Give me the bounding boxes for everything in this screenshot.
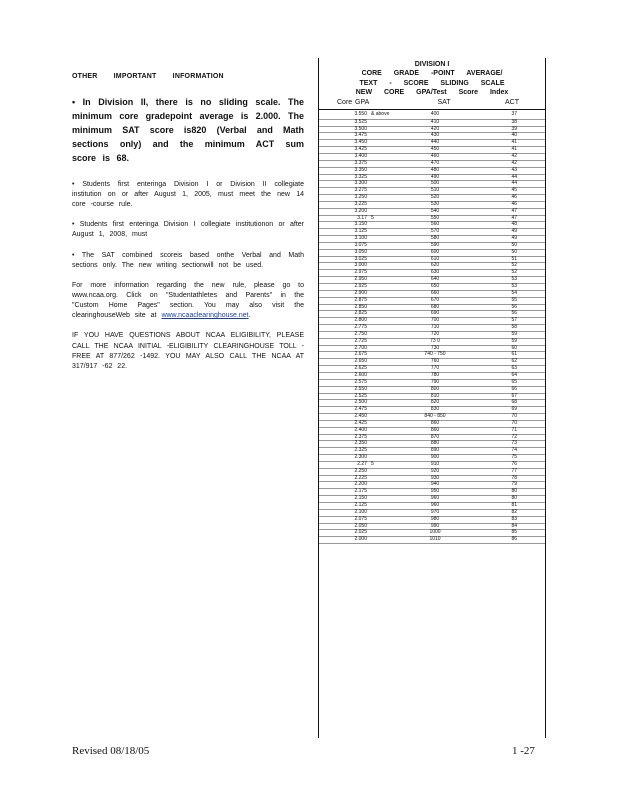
act-cell: 39 bbox=[511, 125, 517, 132]
gpa-modifier-cell bbox=[367, 366, 409, 372]
division-two-summary: • In Division II, there is no sliding scale. The minimum core gradepoint average is 2.000. The minimum SAT score is820 (Verbal and Math sections only) and the minimum ACT sum score is 68. bbox=[72, 97, 304, 163]
sat-cell: 740 - 750 bbox=[424, 351, 446, 358]
contact-paragraph: IF YOU HAVE QUESTIONS ABOUT NCAA ELIGIBILITY, PLEASE CALL THE NCAA INITIAL -ELIGIBILITY CLEARINGHOUSE TOLL -FREE AT 877/262 -1492. YOU MAY ALSO CALL THE NCAA AT 317/917 -62 22. bbox=[72, 332, 304, 370]
sat-cell: 510 bbox=[430, 187, 440, 194]
gpa-cell: 2.725 bbox=[354, 337, 367, 344]
sat-cell: 630 bbox=[430, 269, 440, 276]
act-cell: 65 bbox=[511, 378, 517, 385]
sat-cell: 870 bbox=[430, 433, 440, 440]
gpa-modifier-cell: 5 bbox=[371, 214, 374, 221]
gpa-modifier-cell bbox=[367, 168, 409, 174]
sat-cell: 810 bbox=[430, 392, 440, 399]
more-info-end: . bbox=[248, 312, 251, 320]
sliding-scale-table bbox=[318, 58, 546, 738]
sat-cell: 73 0 bbox=[430, 337, 440, 344]
sat-cell: 640 bbox=[430, 276, 440, 283]
sat-cell: 780 bbox=[430, 371, 440, 378]
gpa-modifier-cell bbox=[367, 435, 409, 441]
clearinghouse-link[interactable]: www.ncaaclearinghouse.net bbox=[161, 312, 249, 320]
gpa-cell: 2.550 bbox=[354, 385, 367, 392]
act-cell: 45 bbox=[511, 187, 517, 194]
table-title-line2: CORE GRADE -POINT AVERAGE/ bbox=[361, 70, 503, 78]
gpa-cell: 2.925 bbox=[354, 283, 367, 289]
act-cell: 49 bbox=[511, 235, 517, 242]
gpa-modifier-cell bbox=[367, 305, 409, 311]
act-cell: 56 bbox=[511, 303, 517, 310]
act-cell: 42 bbox=[511, 159, 517, 166]
gpa-cell: 3.17 bbox=[357, 214, 367, 221]
gpa-cell: 3.200 bbox=[354, 207, 367, 214]
sat-cell: 430 bbox=[430, 132, 440, 139]
act-cell: 61 bbox=[511, 351, 517, 358]
gpa-cell: 2.850 bbox=[354, 303, 367, 310]
gpa-modifier-cell bbox=[367, 469, 409, 475]
gpa-modifier-cell bbox=[367, 414, 409, 420]
gpa-cell: 2.425 bbox=[354, 419, 367, 426]
act-cell: 80 bbox=[511, 488, 517, 495]
sat-cell: 710 bbox=[430, 324, 440, 331]
gpa-modifier-cell bbox=[367, 243, 409, 249]
sat-cell: 770 bbox=[430, 365, 440, 372]
sat-cell: 460 bbox=[430, 152, 440, 159]
gpa-cell: 3.375 bbox=[354, 159, 367, 166]
gpa-cell: 3.350 bbox=[354, 166, 367, 173]
sat-cell: 400 bbox=[430, 110, 440, 117]
gpa-modifier-cell bbox=[367, 428, 409, 434]
sat-cell: 720 bbox=[430, 330, 440, 337]
col-core: Core bbox=[337, 98, 353, 106]
sat-cell: 560 bbox=[430, 221, 440, 228]
act-cell: 75 bbox=[511, 454, 517, 461]
info-column bbox=[72, 72, 304, 372]
sat-cell: 730 bbox=[430, 344, 440, 351]
act-cell: 77 bbox=[511, 467, 517, 474]
sat-cell: 800 bbox=[430, 385, 440, 392]
act-cell: 46 bbox=[511, 200, 517, 207]
act-cell: 43 bbox=[511, 166, 517, 173]
gpa-modifier-cell bbox=[367, 517, 409, 523]
gpa-modifier-cell bbox=[367, 284, 409, 290]
act-cell: 64 bbox=[511, 371, 517, 378]
act-cell: 52 bbox=[511, 269, 517, 276]
gpa-cell: 2.775 bbox=[354, 324, 367, 331]
core-course-rule-2005: • Students first enteringa Division I or Division II collegiate institution on or after August 1, 2005, must meet the new 14 core -course rule. bbox=[72, 180, 304, 209]
gpa-cell: 2.600 bbox=[354, 371, 367, 378]
sat-cell: 920 bbox=[430, 467, 440, 474]
sat-cell: 1010 bbox=[429, 536, 441, 543]
gpa-modifier-cell bbox=[367, 311, 409, 317]
gpa-cell: 3.300 bbox=[354, 180, 367, 187]
act-cell: 70 bbox=[511, 413, 517, 420]
sat-cell: 860 bbox=[430, 419, 440, 426]
sat-cell: 480 bbox=[430, 166, 440, 173]
sat-cell: 420 bbox=[430, 125, 440, 132]
gpa-modifier-cell bbox=[367, 257, 409, 263]
sat-cell: 610 bbox=[430, 255, 440, 262]
gpa-modifier-cell bbox=[367, 346, 409, 352]
table-title-line4: NEW CORE GPA/Test Score Index bbox=[355, 89, 509, 97]
gpa-cell: 2.200 bbox=[354, 481, 367, 488]
act-cell: 44 bbox=[511, 173, 517, 180]
col-gpa: GPA bbox=[355, 98, 370, 106]
sat-cell: 680 bbox=[430, 303, 440, 310]
sat-cell: 650 bbox=[430, 283, 440, 289]
gpa-modifier-cell bbox=[367, 373, 409, 379]
act-cell: 50 bbox=[511, 241, 517, 248]
act-cell: 42 bbox=[511, 152, 517, 159]
gpa-cell: 2.875 bbox=[354, 296, 367, 303]
sat-cell: 670 bbox=[430, 296, 440, 303]
sat-cell: 440 bbox=[430, 139, 440, 146]
act-cell: 51 bbox=[511, 255, 517, 262]
gpa-modifier-cell bbox=[367, 380, 409, 386]
gpa-cell: 2.250 bbox=[354, 467, 367, 474]
sat-cell: 830 bbox=[430, 406, 440, 413]
act-cell: 81 bbox=[511, 502, 517, 508]
gpa-modifier-cell: 5 bbox=[371, 460, 374, 467]
gpa-modifier-cell bbox=[367, 188, 409, 194]
gpa-cell: 3.550 bbox=[354, 110, 367, 117]
sat-cell: 450 bbox=[430, 146, 440, 153]
gpa-cell: 2.900 bbox=[354, 289, 367, 296]
act-cell: 70 bbox=[511, 419, 517, 426]
gpa-modifier-cell bbox=[367, 387, 409, 393]
sat-cell: 910 bbox=[430, 460, 440, 467]
act-cell: 40 bbox=[511, 132, 517, 139]
col-act: ACT bbox=[505, 98, 519, 106]
gpa-modifier-cell bbox=[367, 421, 409, 427]
gpa-modifier-cell bbox=[367, 147, 409, 153]
gpa-cell: 2.625 bbox=[354, 365, 367, 372]
act-cell: 78 bbox=[511, 474, 517, 481]
gpa-cell: 2.975 bbox=[354, 269, 367, 276]
gpa-modifier-cell bbox=[367, 332, 409, 338]
gpa-modifier-cell bbox=[367, 441, 409, 447]
table-row bbox=[319, 537, 545, 544]
gpa-modifier-cell bbox=[367, 524, 409, 530]
sat-cell: 860 bbox=[430, 426, 440, 433]
gpa-modifier-cell bbox=[367, 510, 409, 516]
gpa-cell: 3.475 bbox=[354, 132, 367, 139]
gpa-cell: 2.800 bbox=[354, 317, 367, 324]
gpa-modifier-cell bbox=[367, 503, 409, 509]
sat-cell: 820 bbox=[430, 399, 440, 406]
act-cell: 58 bbox=[511, 324, 517, 331]
gpa-cell: 2.500 bbox=[354, 399, 367, 406]
gpa-modifier-cell bbox=[367, 489, 409, 495]
sat-cell: 590 bbox=[430, 241, 440, 248]
gpa-cell: 2.225 bbox=[354, 474, 367, 481]
sat-cell: 470 bbox=[430, 159, 440, 166]
act-cell: 68 bbox=[511, 399, 517, 406]
act-cell: 59 bbox=[511, 337, 517, 344]
act-cell: 82 bbox=[511, 508, 517, 515]
act-cell: 37 bbox=[511, 110, 517, 117]
sat-cell: 900 bbox=[430, 454, 440, 461]
sat-cell: 520 bbox=[430, 194, 440, 201]
core-course-rule-2008: • Students first enteringa Division I collegiate institutionon or after August 1, 2008, must bbox=[72, 221, 304, 239]
gpa-modifier-cell bbox=[367, 229, 409, 235]
sat-cell: 790 bbox=[430, 378, 440, 385]
gpa-modifier-cell bbox=[367, 537, 409, 543]
gpa-cell: 2.400 bbox=[354, 426, 367, 433]
act-cell: 73 bbox=[511, 440, 517, 447]
gpa-cell: 3.500 bbox=[354, 125, 367, 132]
gpa-modifier-cell bbox=[367, 476, 409, 482]
gpa-cell: 3.450 bbox=[354, 139, 367, 146]
gpa-modifier-cell bbox=[367, 250, 409, 256]
gpa-cell: 2.075 bbox=[354, 515, 367, 522]
section-heading: OTHER IMPORTANT INFORMATION bbox=[72, 73, 224, 80]
gpa-cell: 2.450 bbox=[354, 413, 367, 420]
act-cell: 69 bbox=[511, 406, 517, 413]
gpa-cell: 2.150 bbox=[354, 495, 367, 502]
gpa-modifier-cell bbox=[367, 236, 409, 242]
act-cell: 47 bbox=[511, 214, 517, 221]
sat-cell: 530 bbox=[430, 200, 440, 207]
act-cell: 55 bbox=[511, 296, 517, 303]
gpa-modifier-cell bbox=[367, 222, 409, 228]
gpa-modifier-cell bbox=[367, 298, 409, 304]
act-cell: 50 bbox=[511, 248, 517, 255]
gpa-modifier-cell bbox=[367, 127, 409, 133]
act-cell: 79 bbox=[511, 481, 517, 488]
gpa-cell: 2.27 bbox=[357, 460, 367, 467]
gpa-modifier-cell bbox=[367, 209, 409, 215]
act-cell: 72 bbox=[511, 433, 517, 440]
sat-cell: 880 bbox=[430, 440, 440, 447]
sat-cell: 960 bbox=[430, 502, 440, 508]
gpa-cell: 2.175 bbox=[354, 488, 367, 495]
sat-cell: 690 bbox=[430, 310, 440, 317]
gpa-modifier-cell bbox=[367, 394, 409, 400]
table-title-division: DIVISION I bbox=[414, 61, 450, 68]
gpa-modifier-cell: & above bbox=[371, 110, 390, 117]
act-cell: 74 bbox=[511, 447, 517, 454]
page-number: 1 -27 bbox=[512, 745, 535, 757]
gpa-modifier-cell bbox=[367, 195, 409, 201]
act-cell: 86 bbox=[511, 536, 517, 543]
sat-cell: 570 bbox=[430, 228, 440, 235]
act-cell: 76 bbox=[511, 460, 517, 467]
act-cell: 85 bbox=[511, 529, 517, 536]
act-cell: 52 bbox=[511, 262, 517, 269]
gpa-cell: 3.325 bbox=[354, 173, 367, 180]
gpa-modifier-cell bbox=[367, 482, 409, 488]
gpa-modifier-cell bbox=[367, 277, 409, 283]
sat-cell: 950 bbox=[430, 488, 440, 495]
gpa-modifier-cell bbox=[367, 154, 409, 160]
sat-cell: 980 bbox=[430, 515, 440, 522]
sat-cell: 930 bbox=[430, 474, 440, 481]
sat-cell: 700 bbox=[430, 317, 440, 324]
sat-cell: 970 bbox=[430, 508, 440, 515]
gpa-modifier-cell bbox=[367, 263, 409, 269]
act-cell: 48 bbox=[511, 221, 517, 228]
gpa-modifier-cell bbox=[367, 325, 409, 331]
sat-cell: 1000 bbox=[429, 529, 441, 536]
gpa-cell: 3.025 bbox=[354, 255, 367, 262]
act-cell: 80 bbox=[511, 495, 517, 502]
gpa-cell: 2.675 bbox=[354, 351, 367, 358]
act-cell: 41 bbox=[511, 146, 517, 153]
act-cell: 84 bbox=[511, 522, 517, 529]
gpa-modifier-cell bbox=[367, 181, 409, 187]
act-cell: 63 bbox=[511, 365, 517, 372]
sat-cell: 890 bbox=[430, 447, 440, 454]
sat-cell: 940 bbox=[430, 481, 440, 488]
act-cell: 41 bbox=[511, 139, 517, 146]
gpa-cell: 2.025 bbox=[354, 529, 367, 536]
act-cell: 49 bbox=[511, 228, 517, 235]
gpa-cell: 2.575 bbox=[354, 378, 367, 385]
gpa-cell: 3.100 bbox=[354, 235, 367, 242]
col-sat: SAT bbox=[437, 98, 451, 106]
gpa-cell: 3.075 bbox=[354, 241, 367, 248]
more-info-text: For more information regarding the new rule, please go to www.ncaa.org. Click on "Studentathletes and Parents" in the "Custom Home Pages" section. You may also visit the clearinghouseWeb site at bbox=[72, 281, 304, 320]
act-cell: 53 bbox=[511, 283, 517, 289]
sat-section-note: • The SAT combined scoreis based onthe Verbal and Math sections only. The new writing sectionwill not be used. bbox=[72, 251, 304, 269]
gpa-cell: 2.375 bbox=[354, 433, 367, 440]
sat-cell: 960 bbox=[430, 495, 440, 502]
act-cell: 66 bbox=[511, 385, 517, 392]
table-body bbox=[319, 110, 545, 544]
act-cell: 62 bbox=[511, 358, 517, 365]
gpa-cell: 2.100 bbox=[354, 508, 367, 515]
sat-cell: 620 bbox=[430, 262, 440, 269]
gpa-cell: 2.125 bbox=[354, 502, 367, 508]
sat-cell: 500 bbox=[430, 180, 440, 187]
gpa-cell: 3.050 bbox=[354, 248, 367, 255]
sat-cell: 990 bbox=[430, 522, 440, 529]
gpa-modifier-cell bbox=[367, 352, 409, 358]
act-cell: 56 bbox=[511, 310, 517, 317]
gpa-modifier-cell bbox=[367, 175, 409, 181]
gpa-cell: 2.350 bbox=[354, 440, 367, 447]
gpa-cell: 2.000 bbox=[354, 536, 367, 543]
gpa-cell: 3.000 bbox=[354, 262, 367, 269]
act-cell: 47 bbox=[511, 207, 517, 214]
gpa-modifier-cell bbox=[367, 496, 409, 502]
sat-cell: 540 bbox=[430, 207, 440, 214]
gpa-cell: 3.275 bbox=[354, 187, 367, 194]
gpa-modifier-cell bbox=[367, 120, 409, 126]
act-cell: 38 bbox=[511, 118, 517, 125]
gpa-modifier-cell bbox=[367, 291, 409, 297]
gpa-cell: 2.650 bbox=[354, 358, 367, 365]
gpa-modifier-cell bbox=[367, 530, 409, 536]
act-cell: 44 bbox=[511, 180, 517, 187]
gpa-modifier-cell bbox=[367, 448, 409, 454]
gpa-cell: 3.425 bbox=[354, 146, 367, 153]
gpa-modifier-cell bbox=[367, 161, 409, 167]
gpa-cell: 3.250 bbox=[354, 194, 367, 201]
sat-cell: 580 bbox=[430, 235, 440, 242]
gpa-cell: 2.525 bbox=[354, 392, 367, 399]
act-cell: 67 bbox=[511, 392, 517, 399]
sat-cell: 760 bbox=[430, 358, 440, 365]
gpa-cell: 2.825 bbox=[354, 310, 367, 317]
gpa-cell: 3.125 bbox=[354, 228, 367, 235]
sat-cell: 490 bbox=[430, 173, 440, 180]
gpa-modifier-cell bbox=[367, 133, 409, 139]
act-cell: 60 bbox=[511, 344, 517, 351]
sat-cell: 660 bbox=[430, 289, 440, 296]
column-headers bbox=[319, 98, 545, 110]
gpa-cell: 3.525 bbox=[354, 118, 367, 125]
gpa-modifier-cell bbox=[367, 400, 409, 406]
act-cell: 59 bbox=[511, 330, 517, 337]
sat-cell: 840 - 850 bbox=[424, 413, 446, 420]
gpa-modifier-cell bbox=[367, 339, 409, 345]
gpa-cell: 3.150 bbox=[354, 221, 367, 228]
act-cell: 46 bbox=[511, 194, 517, 201]
gpa-modifier-cell bbox=[367, 270, 409, 276]
gpa-modifier-cell bbox=[367, 140, 409, 146]
more-info-paragraph bbox=[72, 281, 304, 322]
gpa-cell: 3.225 bbox=[354, 200, 367, 207]
gpa-cell: 2.050 bbox=[354, 522, 367, 529]
gpa-cell: 2.750 bbox=[354, 330, 367, 337]
gpa-cell: 3.400 bbox=[354, 152, 367, 159]
revised-date: Revised 08/18/05 bbox=[72, 745, 150, 757]
act-cell: 53 bbox=[511, 276, 517, 283]
act-cell: 57 bbox=[511, 317, 517, 324]
gpa-cell: 2.325 bbox=[354, 447, 367, 454]
gpa-cell: 2.950 bbox=[354, 276, 367, 283]
gpa-cell: 2.475 bbox=[354, 406, 367, 413]
gpa-cell: 2.700 bbox=[354, 344, 367, 351]
gpa-modifier-cell bbox=[367, 359, 409, 365]
gpa-modifier-cell bbox=[367, 407, 409, 413]
gpa-modifier-cell bbox=[367, 202, 409, 208]
act-cell: 54 bbox=[511, 289, 517, 296]
act-cell: 71 bbox=[511, 426, 517, 433]
gpa-modifier-cell bbox=[367, 318, 409, 324]
sat-cell: 550 bbox=[430, 214, 440, 221]
table-header bbox=[319, 58, 545, 98]
sat-cell: 410 bbox=[430, 118, 440, 125]
gpa-cell: 2.300 bbox=[354, 454, 367, 461]
table-title-line3: TEXT - SCORE SLIDING SCALE bbox=[359, 79, 505, 87]
sat-cell: 600 bbox=[430, 248, 440, 255]
act-cell: 83 bbox=[511, 515, 517, 522]
